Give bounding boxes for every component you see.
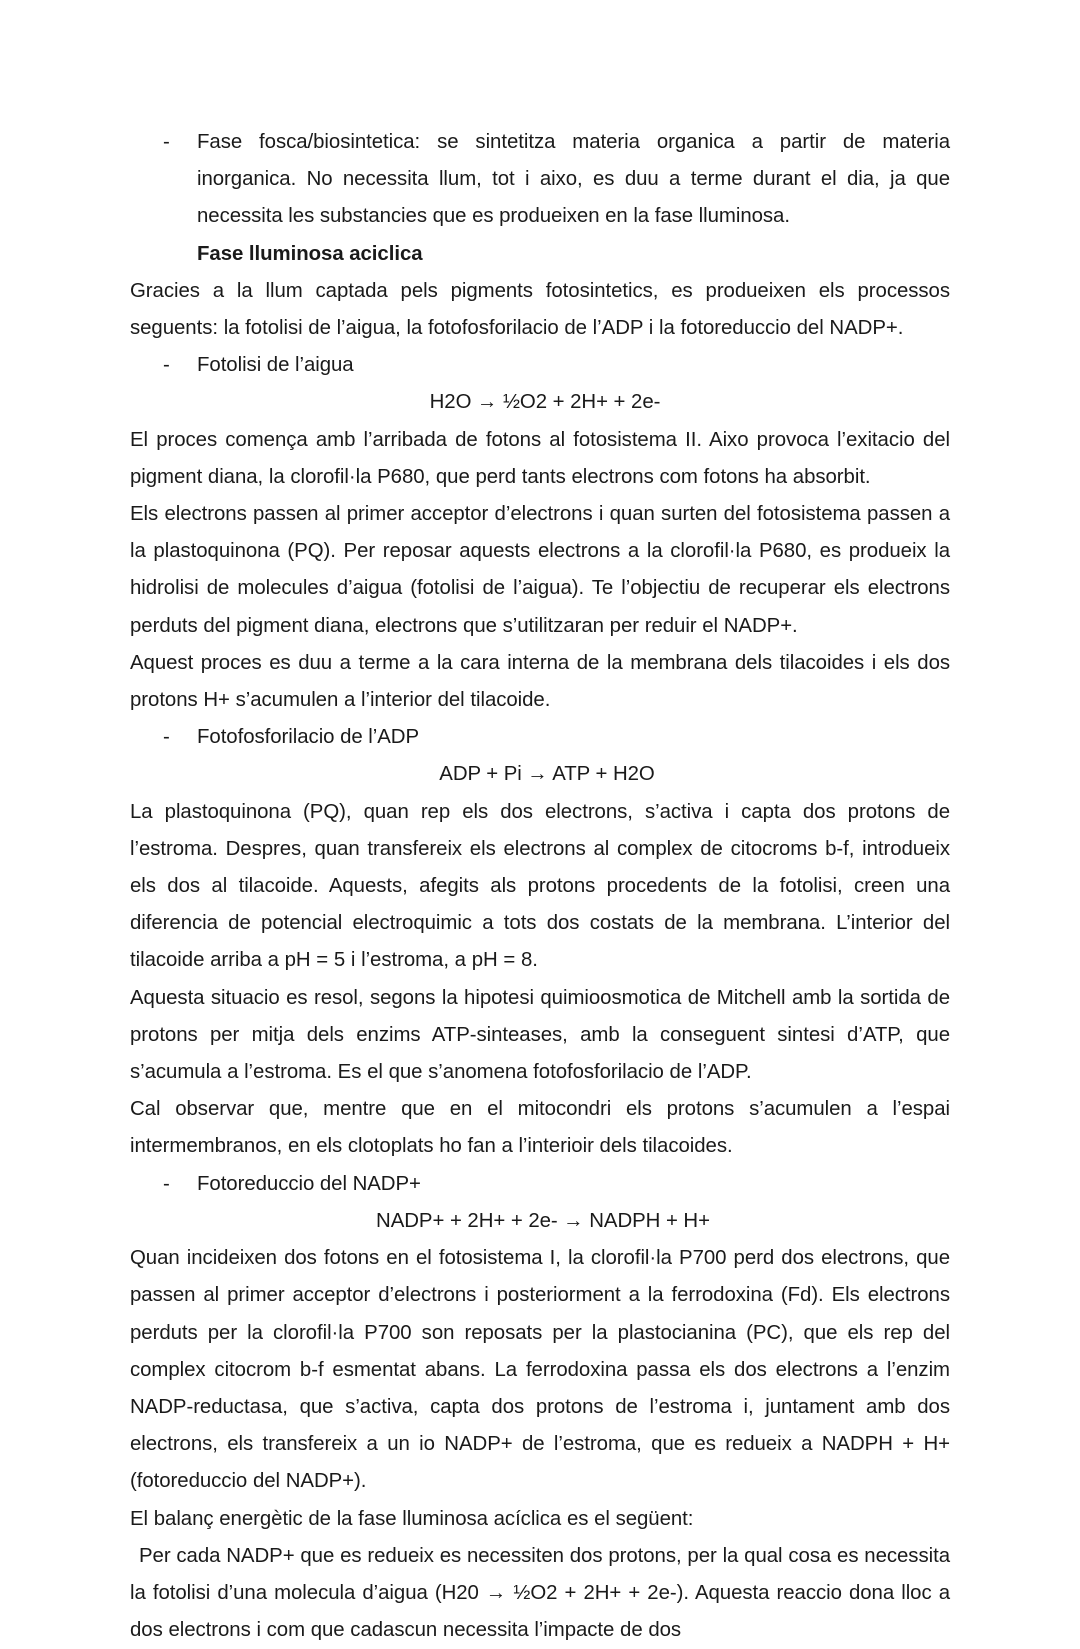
paragraph-cal-observar-mitocondri: Cal observar que, mentre que en el mitocondri els protons s’acumulen a l’espai intermembranos, en els clotoplats ho fan a l’interioir dels tilacoides. (130, 1098, 950, 1158)
paragraph-aquest-proces-membrana: Aquest proces es duu a terme a la cara interna de la membrana dels tilacoides i els dos protons H+ s’acumulen a l’interior del tilacoide. (130, 651, 950, 712)
bullet-dash-marker: - (163, 131, 170, 153)
bullet-text-fotolisi-aigua: Fotolisi de l’aigua (197, 354, 354, 377)
bullet-text-fotofosforilacio-adp: Fotofosforilacio de l’ADP (197, 726, 420, 749)
bullet-dash-marker: - (163, 1172, 170, 1195)
document-text-column (130, 124, 950, 1649)
bullet-item-fotofosforilacio-adp (130, 719, 950, 756)
paragraph-gracies-llum: Gracies a la llum captada pels pigments fotosintetics, es produeixen els processos seguents: la fotolisi de l’aigua, la fotofosforilacio de l’ADP i la fotoreduccio del NADP+. (130, 279, 950, 340)
paragraph-balanc-energetic: El balanç energètic de la fase lluminosa acíclica es el següent: (130, 1507, 694, 1530)
section-heading-fase-lluminosa-aciclica: Fase lluminosa aciclica (197, 242, 423, 265)
bullet-dash-marker: - (163, 354, 170, 377)
bullet-item-fase-fosca (130, 124, 950, 236)
bullet-text-fotoreduccio-nadp: Fotoreduccio del NADP+ (197, 1172, 421, 1195)
paragraph-per-cada-nadp (130, 1538, 950, 1649)
paragraph-la-plastoquinona: La plastoquinona (PQ), quan rep els dos electrons, s’activa i capta dos protons de l’estroma. Despres, quan transfereix els electrons al complex de citocroms b-f, introdueix els dos al tilacoide. Aquests, afegits als protons procedents de la fotolisi, creen una diferencia de potencial electroquimic a tots dos costats de la membrana. L’interior del tilacoide arriba a pH = 5 i l’estroma, a pH = 8. (130, 800, 950, 972)
paragraph-el-proces-comenca: El proces comença amb l’arribada de fotons al fotosistema II. Aixo provoca l’exitacio del pigment diana, la clorofil·la P680, que perd tants electrons com fotons ha absorbit. (130, 428, 950, 488)
bullet-item-fotoreduccio-nadp (130, 1166, 950, 1203)
equation-fotoreduccio-nadp: NADP+ + 2H+ + 2e- → NADPH + H+ (376, 1209, 710, 1232)
paragraph-aquesta-situacio-mitchell: Aquesta situacio es resol, segons la hipotesi quimioosmotica de Mitchell amb la sortida de protons per mitja dels enzims ATP-sinteases, amb la conseguent sintesi d’ATP, que s’acumula a l’estroma. Es el que s’anomena fotofosforilacio de l’ADP. (130, 986, 950, 1084)
paragraph-els-electrons-passen: Els electrons passen al primer acceptor d’electrons i quan surten del fotosistema passen a la plastoquinona (PQ). Per reposar aquests electrons a la clorofil·la P680, es produeix la hidrolisi de molecules d’aigua (fotolisi de l’aigua). Te l’objectiu de recuperar els electrons perduts del pigment diana, electrons que s’utilitzaran per reduir el NADP+. (130, 503, 950, 637)
paragraph-quan-incideixen-fotons: Quan incideixen dos fotons en el fotosistema I, la clorofil·la P700 perd dos electrons, que passen al primer acceptor d’electrons i posteriorment a la ferrodoxina (Fd). Els electrons perduts per la clorofil·la P700 son reposats per la plastocianina (PC), que els rep del complex citocrom b-f esmentat abans. La ferrodoxina passa els dos electrons a l’enzim NADP-reductasa, que s’activa, capta dos protons de l’estroma i, juntament amb dos electrons, els transfereix a un io NADP+ de l’estroma, que es redueix a NADPH + H+ (fotoreduccio del NADP+). (130, 1247, 950, 1493)
equation-fotofosforilacio-adp: ADP + Pi → ATP + H2O (439, 763, 655, 786)
bullet-text-fase-fosca: Fase fosca/biosintetica: se sintetitza materia organica a partir de materia inorganica. No necessita llum, tot i aixo, es duu a terme durant el dia, ja que necessita les substancies que es produeixen en la fase lluminosa. (197, 131, 950, 228)
bullet-dash-marker: - (163, 726, 170, 749)
equation-fotolisi-aigua: H2O → ½O2 + 2H+ + 2e- (429, 391, 661, 414)
paragraph-per-cada-nadp-text: Per cada NADP+ que es redueix es necessiten dos protons, per la qual cosa es necessita la fotolisi d’una molecula d’aigua (H20 → ½O2 + 2H+ + 2e-). Aquesta reaccio dona lloc a dos electrons i com que cadascun necessita l’impacte de dos (130, 1544, 950, 1642)
bullet-item-fotolisi-aigua (130, 347, 950, 384)
